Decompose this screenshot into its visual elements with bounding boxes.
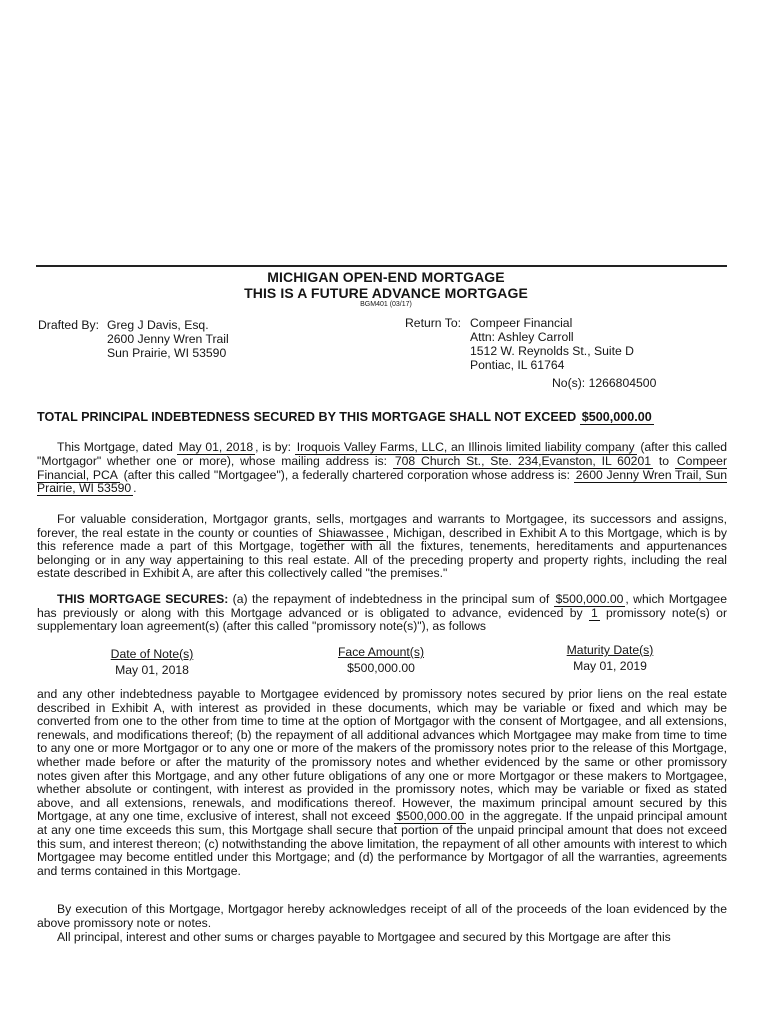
secures-heading: THIS MORTGAGE SECURES: (57, 592, 229, 606)
loan-number: No(s): 1266804500 (552, 376, 657, 390)
total-principal-line (37, 410, 654, 425)
para3-text1: (a) the repayment of indebtedness in the principal sum of (232, 592, 550, 606)
document-title: MICHIGAN OPEN-END MORTGAGE (267, 269, 505, 285)
top-rule (36, 265, 727, 267)
parties-paragraph (37, 441, 727, 496)
notes-header-date: Date of Note(s) (110, 647, 194, 661)
para1-text6: . (133, 481, 137, 496)
para4-text2: in the aggregate. If the unpaid principal amount at any one time exceeds this sum, this Mortgage shall secure that portion of the unpaid principal amount that does not exceed this sum, and interest thereon; (c) notwithstanding the above limitation, the repayment of all other amounts with interest to which Mortgagee may become entitled under this Mortgage; and (d) the performance by Mortgagor of all the warranties, agreements and terms contained in this Mortgage. (37, 809, 728, 878)
max-principal-amount: $500,000.00 (396, 809, 465, 824)
return-to-address1: 1512 W. Reynolds St., Suite D (470, 344, 634, 358)
return-to-label: Return To: (405, 316, 462, 330)
return-to-address2: Pontiac, IL 61764 (470, 358, 565, 372)
receipt-paragraph: By execution of this Mortgage, Mortgagor hereby acknowledges receipt of all of the proceeds of the loan evidenced by the above promissory note or notes. (37, 902, 727, 930)
notes-header-amount: Face Amount(s) (337, 645, 425, 659)
grant-paragraph (37, 513, 727, 581)
notes-col-amount (301, 645, 461, 675)
notes-col-date (72, 647, 232, 677)
para1-text1: This Mortgage, dated (57, 440, 173, 454)
principal-sum-amount: $500,000.00 (555, 592, 624, 606)
mortgage-date: May 01, 2018 (178, 440, 254, 454)
notes-col-maturity (530, 643, 690, 673)
mortgagee-address: 2600 Jenny Wren Trail, Sun Prairie, WI 53590 (37, 467, 728, 496)
para1-text3: (after this called "Mortgagor" whether one or more), whose mailing address is: (37, 440, 728, 468)
mortgagor-address: 708 Church St., Ste. 234,Evanston, IL 60201 (394, 453, 652, 468)
note-count: 1 (590, 605, 598, 620)
para1-text2: , is by: (255, 440, 292, 454)
drafted-by-address1: 2600 Jenny Wren Trail (107, 332, 229, 346)
drafted-by-name: Greg J Davis, Esq. (107, 318, 209, 332)
drafted-by-label: Drafted By: (38, 318, 99, 332)
county-name: Shiawassee (318, 525, 384, 540)
notes-cell-maturity: May 01, 2019 (573, 659, 647, 673)
total-principal-text: TOTAL PRINCIPAL INDEBTEDNESS SECURED BY THIS MORTGAGE SHALL NOT EXCEED (37, 410, 577, 424)
para2-text1: For valuable consideration, Mortgagor grants, sells, mortgages and warrants to Mortgagee, its successors and assigns, forever, the real estate in the county or counties of (37, 512, 727, 540)
document-subtitle: THIS IS A FUTURE ADVANCE MORTGAGE (244, 285, 528, 301)
drafted-by-address2: Sun Prairie, WI 53590 (107, 346, 227, 360)
mortgagee-name: Compeer Financial, PCA (37, 453, 727, 482)
form-code: BGM401 (03/17) (360, 301, 412, 308)
notes-cell-amount: $500,000.00 (347, 661, 415, 675)
notes-cell-date: May 01, 2018 (115, 663, 189, 677)
notes-header-maturity: Maturity Date(s) (566, 643, 654, 657)
para3-text2: , which Mortgagee has previously or along with this Mortgage advanced or is obligated to advance, evidenced by (37, 592, 727, 620)
principal-paragraph: All principal, interest and other sums or charges payable to Mortgagee and secured by this Mortgage are after this (57, 930, 671, 944)
total-principal-amount: $500,000.00 (581, 410, 652, 424)
para4-text1: and any other indebtedness payable to Mortgagee evidenced by promissory notes secured by prior liens on the real estate described in Exhibit A, with interest as provided in these documents, which may be variable or fixed and which may be converted from one to the other from time to time at the option of Mortgagor with the consent of Mortgagee, and all extensions, renewals, and modifications thereof; (b) the repayment of all additional advances which Mortgagee may make from time to time to any one or more Mortgagor or to any one or more of the makers of the promissory notes prior to the release of this Mortgage, whether made before or after the maturity of the promissory notes and whether evidenced by the same or other promissory notes given after this Mortgage, and any other future obligations of any one or more Mortgagor or these makers to Mortgagee, whether absolute or contingent, with interest as provided in the promissory notes, which may be variable or fixed as stated above, and all extensions, renewals, and modifications thereof. However, the maximum principal amount secured by this Mortgage, at any one time, exclusive of interest, shall not exceed (37, 687, 727, 824)
para1-text4: to (658, 453, 670, 468)
indebtedness-paragraph (37, 688, 727, 878)
return-to-attn: Attn: Ashley Carroll (470, 330, 574, 344)
para2-text2: , Michigan, described in Exhibit A to this Mortgage, which is by this reference made a part of this Mortgage, together with all the fixtures, tenements, hereditaments and appurtenances belonging or in any way appertaining to this real estate. All of the preceding property and property rights, including the real estate described in Exhibit A, are after this collectively called "the premises." (37, 525, 727, 581)
secures-paragraph (37, 593, 727, 634)
para1-text5: (after this called "Mortgagee"), a federally chartered corporation whose address is: (123, 467, 571, 482)
mortgagor-name: Iroquois Valley Farms, LLC, an Illinois limited liability company (296, 440, 635, 454)
return-to-name: Compeer Financial (470, 316, 573, 330)
para3-text3: promissory note(s) or supplementary loan agreement(s) (after this called "promissory note(s)"), as follows (37, 605, 728, 634)
